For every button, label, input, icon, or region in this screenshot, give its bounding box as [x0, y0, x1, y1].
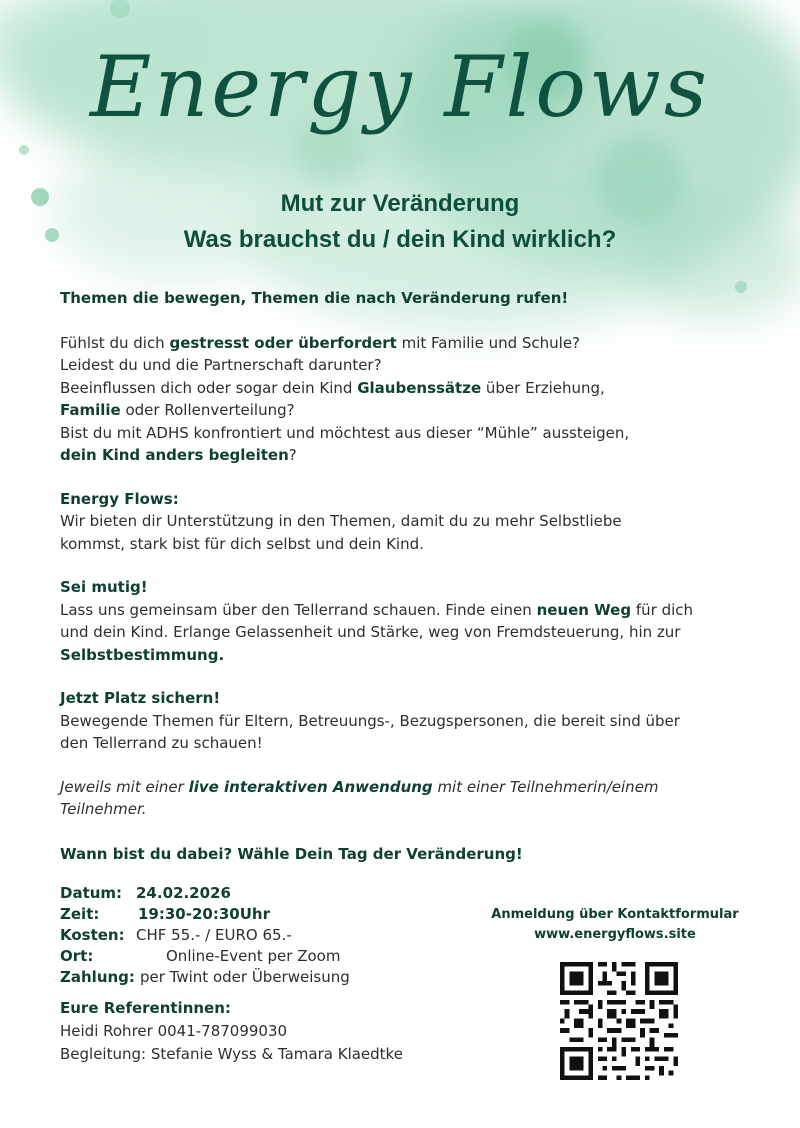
ort-label: Ort: [60, 947, 94, 965]
intro-line-1 [60, 332, 760, 355]
detail-datum [60, 883, 480, 904]
intro-line-2: Leidest du und die Partnerschaft darunter? [60, 356, 382, 374]
zahlung-value: per Twint oder Überweisung [140, 968, 350, 986]
referentinnen-heading: Eure Referentinnen: [60, 999, 231, 1017]
platz-heading: Jetzt Platz sichern! [60, 689, 221, 707]
cta-heading: Wann bist du dabei? Wähle Dein Tag der Veränderung! [60, 844, 523, 863]
signup-line-1: Anmeldung über Kontaktformular [491, 907, 739, 922]
mutig-heading: Sei mutig! [60, 578, 148, 596]
main-content [60, 287, 760, 865]
intro-line-3 [60, 377, 760, 400]
mutig-text: für dich [631, 600, 694, 619]
intro-text: Fühlst du dich [60, 333, 170, 352]
zeit-value: 19:30-20:30Uhr [138, 905, 270, 923]
live-line-2: Teilnehmer. [60, 800, 147, 818]
referentin-line-1: Heidi Rohrer 0041-787099030 [60, 1022, 288, 1040]
referentin-line-2: Begleitung: Stefanie Wyss & Tamara Klaedtke [60, 1045, 403, 1063]
live-line-1 [60, 776, 760, 799]
intro-text: oder Rollenverteilung? [120, 401, 295, 419]
kosten-value: CHF 55.- / EURO 65.- [136, 926, 292, 944]
intro-line-6 [60, 444, 760, 467]
energy-line-1: Wir bieten dir Unterstützung in den Themen, damit du zu mehr Selbstliebe [60, 512, 622, 530]
signup-url[interactable]: www.energyflows.site [534, 927, 696, 942]
mutig-text: Lass uns gemeinsam über den Tellerrand schauen. Finde einen [60, 600, 537, 619]
detail-ort [60, 946, 480, 967]
mutig-line-3: Selbstbestimmung. [60, 645, 225, 664]
intro-emphasis: Glaubenssätze [357, 378, 482, 397]
main-title: Energy Flows [90, 38, 710, 136]
mutig-line-2: und dein Kind. Erlange Gelassenheit und Stärke, weg von Fremdsteuerung, hin zur [60, 623, 681, 641]
ort-value: Online-Event per Zoom [166, 947, 341, 965]
intro-emphasis: Familie [60, 401, 121, 419]
platz-line-1: Bewegende Themen für Eltern, Betreuungs-, Bezugspersonen, die bereit sind über [60, 711, 680, 730]
intro-line-5: Bist du mit ADHS konfrontiert und möchtest aus dieser “Mühle” aussteigen, [60, 423, 630, 442]
detail-zeit [60, 904, 480, 925]
intro-line-4 [60, 399, 760, 422]
intro-text: über Erziehung, [481, 378, 605, 397]
subtitle-line-1: Mut zur Veränderung [280, 190, 520, 217]
referentinnen [60, 997, 480, 1066]
zahlung-label: Zahlung: [60, 968, 135, 986]
intro-text: mit Familie und Schule? [396, 333, 581, 352]
intro-text: Beeinflussen dich oder sogar dein Kind [60, 378, 358, 397]
mutig-line-1 [60, 599, 760, 622]
energy-line-2: kommst, stark bist für dich selbst und dein Kind. [60, 534, 424, 553]
datum-value: 24.02.2026 [136, 884, 231, 902]
zeit-label: Zeit: [60, 905, 100, 923]
signup-info [470, 905, 760, 945]
detail-kosten [60, 925, 480, 946]
intro-text: ? [288, 446, 297, 464]
energy-heading: Energy Flows: [60, 489, 179, 508]
intro-heading: Themen die bewegen, Themen die nach Veränderung rufen! [60, 289, 569, 307]
live-text: Jeweils mit einer [60, 777, 189, 796]
live-emphasis: live interaktiven Anwendung [188, 777, 433, 796]
subtitle-line-2: Was brauchst du / dein Kind wirklich? [183, 226, 617, 253]
intro-emphasis: gestresst oder überfordert [169, 333, 397, 352]
detail-zahlung [60, 967, 480, 988]
live-text: mit einer Teilnehmerin/einem [432, 777, 659, 796]
event-details [60, 883, 480, 988]
intro-emphasis: dein Kind anders begleiten [60, 446, 289, 464]
platz-line-2: den Tellerrand zu schauen! [60, 734, 263, 752]
datum-label: Datum: [60, 884, 123, 902]
mutig-emphasis: neuen Weg [536, 600, 632, 619]
kosten-label: Kosten: [60, 926, 125, 944]
qr-code-icon[interactable] [560, 962, 678, 1080]
